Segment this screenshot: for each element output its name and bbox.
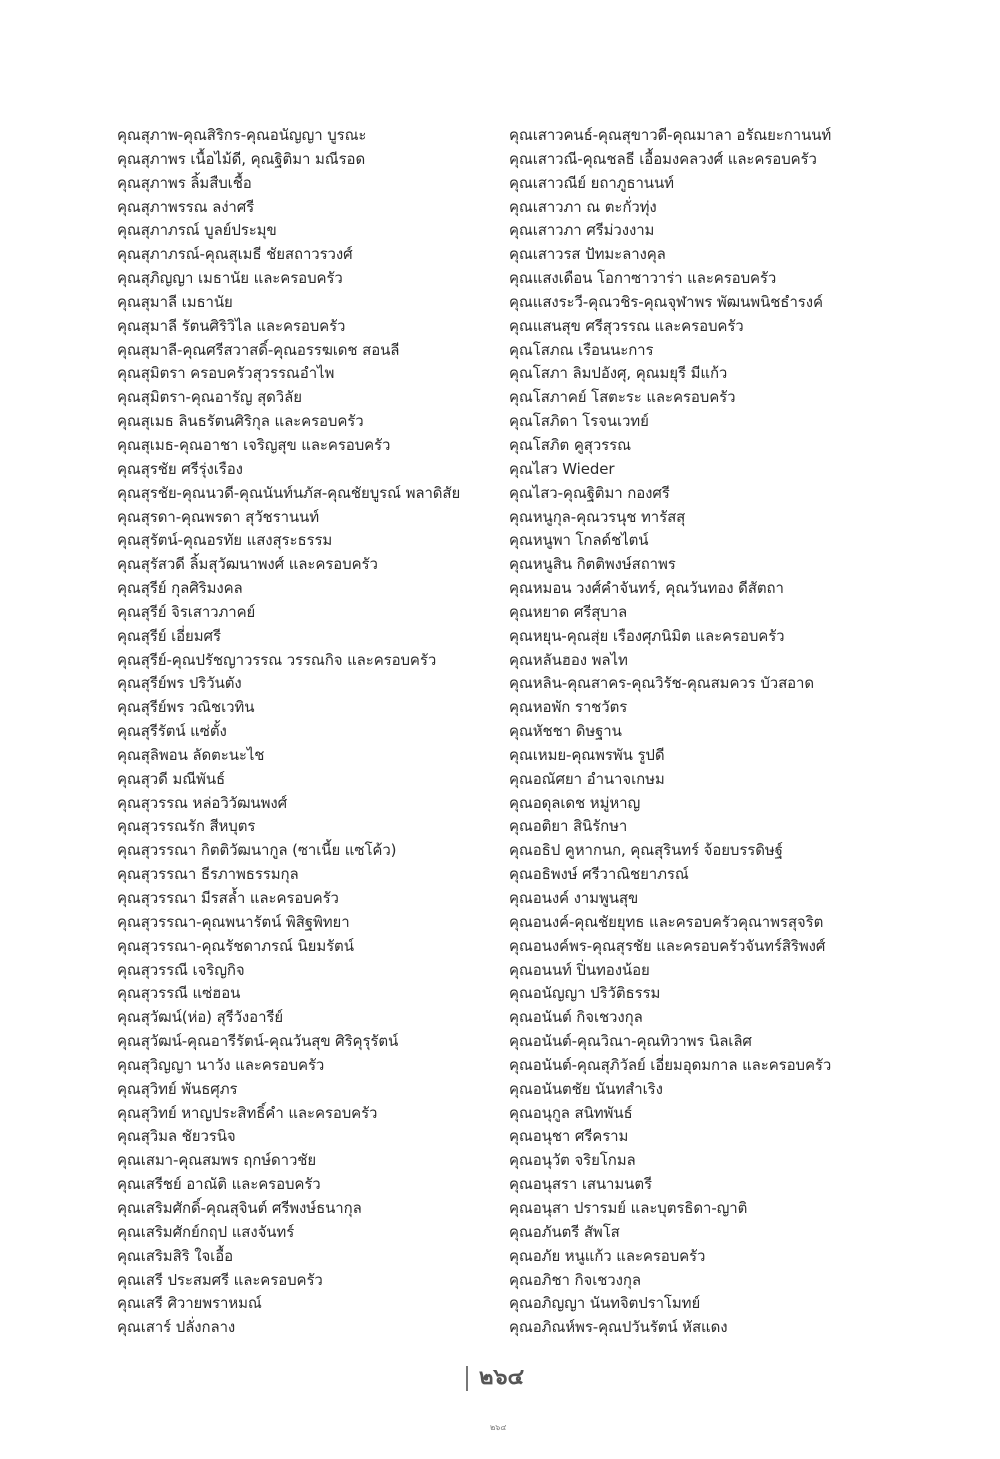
donor-name-entry: คุณสุวรรณ หล่อวิวัฒนพงศ์ — [117, 793, 287, 812]
donor-name-entry: คุณโสภาคย์ โสตะระ และครอบครัว — [509, 388, 736, 407]
donor-name-entry: คุณโสภิต คูสุวรรณ — [509, 435, 631, 454]
donor-name-entry: คุณอดุลเดช หมู่หาญ — [509, 793, 641, 812]
donor-name-entry: คุณสุภาพร ลิ้มสืบเชื้อ — [117, 173, 252, 192]
donor-name-entry: คุณสุรชัย ศรีรุ่งเรือง — [117, 459, 243, 478]
donor-name-entry: คุณสุวรรณรัก สีหบุตร — [117, 817, 256, 836]
donor-name-entry: คุณสุรีย์ กุลศิริมงคล — [117, 579, 243, 598]
donor-name-entry: คุณสุรีย์พร วณิชเวทิน — [117, 698, 255, 717]
donor-name-entry: คุณไสว-คุณฐิติมา กองศรี — [509, 483, 670, 502]
donor-name-entry: คุณอนงค์-คุณชัยยุทธ และครอบครัวคุณาพรสุจริต — [509, 912, 824, 931]
donor-name-entry: คุณสุวัฒน์-คุณอารีรัตน์-คุณวันสุข ศิริคุรุรัตน์ — [117, 1032, 399, 1051]
donor-name-entry: คุณสุรัตน์-คุณอรทัย แสงสุระธรรม — [117, 531, 333, 550]
donor-name-entry: คุณสุเมธ-คุณอาชา เจริญสุข และครอบครัว — [117, 435, 391, 454]
donor-name-entry: คุณไสว Wieder — [509, 459, 615, 478]
donor-name-entry: คุณอภิณห์พร-คุณปวันรัตน์ หัสแดง — [509, 1318, 728, 1337]
donor-name-entry: คุณสุภาภรณ์ บูลย์ประมุข — [117, 221, 277, 240]
donor-name-entry: คุณหนูสิน กิตติพงษ์สถาพร — [509, 555, 676, 574]
page-number: ๒๖๔ — [479, 1365, 525, 1390]
donor-name-entry: คุณสุวรรณา ธีรภาพธรรมกุล — [117, 865, 299, 884]
donor-name-entry: คุณอณัศยา อำนาจเกษม — [509, 769, 665, 788]
donor-name-entry: คุณหัชชา ดิษฐาน — [509, 722, 622, 741]
donor-name-entry: คุณเสาวภา ณ ตะกั่วทุ่ง — [509, 197, 657, 216]
donor-name-entry: คุณเสริมศักย์กฤป แสงจันทร์ — [117, 1222, 295, 1241]
donor-name-entry: คุณโสภา ลิมปอังศุ, คุณมยุรี มีแก้ว — [509, 364, 728, 383]
donor-name-entry: คุณหยาด ศรีสุบาล — [509, 602, 628, 621]
donor-name-entry: คุณสุวิมล ชัยวรนิจ — [117, 1127, 236, 1146]
donor-name-entry: คุณสุมิตรา ครอบครัวสุวรรณอำไพ — [117, 364, 335, 383]
donor-name-entry: คุณหลันฮอง พลไท — [509, 650, 628, 669]
donor-name-entry: คุณสุรีย์ จิรเสาวภาคย์ — [117, 602, 256, 621]
donor-name-entry: คุณสุวดี มณีพันธ์ — [117, 769, 226, 788]
donor-name-entry: คุณอภันตรี สัพโส — [509, 1222, 620, 1241]
donor-name-entry: คุณหมอน วงศ์คำจันทร์, คุณวันทอง ดีสัตถา — [509, 579, 784, 598]
donor-name-entry: คุณอนงค์ งามพูนสุข — [509, 889, 639, 907]
donor-name-entry: คุณอนันต์-คุณวิณา-คุณทิวาพร นิลเลิศ — [509, 1032, 752, 1051]
donor-name-entry: คุณสุเมธ ลินธรัตนศิริกุล และครอบครัว — [117, 412, 364, 431]
donor-name-entry: คุณแสงระวี-คุณวชิร-คุณจุฬาพร พัฒนพนิชธำรงค์ — [509, 292, 823, 311]
page-number-divider — [466, 1366, 468, 1391]
donor-name-entry: คุณเสริมศักดิ์-คุณสุจินต์ ศรีพงษ์ธนากุล — [117, 1198, 362, 1217]
donor-name-entry: คุณหยุน-คุณสุ่ย เรืองศุภนิมิต และครอบครัว — [509, 626, 785, 645]
donor-name-entry: คุณอภัย หนูแก้ว และครอบครัว — [509, 1246, 706, 1265]
donor-name-entry: คุณสุวรรณา-คุณรัชดาภรณ์ นิยมรัตน์ — [117, 936, 354, 955]
donor-name-entry: คุณสุลิพอน ลัดตะนะไช — [117, 745, 265, 764]
donor-name-entry: คุณหอพัก ราชวัตร — [509, 698, 628, 717]
donor-name-entry: คุณสุวรรณี เจริญกิจ — [117, 960, 245, 979]
donor-name-entry: คุณแสงเดือน โอกาซาวาร่า และครอบครัว — [509, 269, 777, 288]
donor-name-entry: คุณเสาวคนธ์-คุณสุขาวดี-คุณมาลา อรัณยะกานนท์ — [509, 126, 832, 144]
donor-name-entry: คุณสุมาลี รัตนศิริวิไล และครอบครัว — [117, 316, 346, 335]
donor-name-entry: คุณสุวรรณา มีรสล้ำ และครอบครัว — [117, 889, 339, 907]
donor-name-entry: คุณอนันต์ กิจเชวงกุล — [509, 1008, 643, 1027]
donor-name-entry: คุณเสาวรส ปัทมะลางคุล — [509, 245, 666, 264]
donor-name-entry: คุณสุรดา-คุณพรดา สุวัชรานนท์ — [117, 507, 319, 526]
donor-name-entry: คุณสุมาลี เมธานัย — [117, 292, 233, 311]
donor-name-entry: คุณสุวิทย์ พันธศุภร — [117, 1079, 238, 1098]
donor-name-entry: คุณโสภิดา โรจนเวทย์ — [509, 412, 649, 431]
donor-name-entry: คุณอนันต์-คุณสุภิวัลย์ เอี่ยมอุดมกาล และครอบครัว — [509, 1055, 832, 1074]
donor-name-entry: คุณเสาวณี-คุณชลธี เอื้อมงคลวงศ์ และครอบครัว — [509, 149, 817, 168]
donor-name-entry: คุณเหมย-คุณพรพัน รูปดี — [509, 745, 665, 764]
donor-name-entry: คุณสุรชัย-คุณนวดี-คุณนันท์นภัส-คุณชัยบูรณ์ พลาดิสัย — [117, 483, 461, 502]
donor-name-entry: คุณสุวิญญา นาวัง และครอบครัว — [117, 1055, 325, 1074]
donor-name-entry: คุณสุวรรณี แซ่ฮอน — [117, 984, 241, 1003]
donor-name-entry: คุณอภิญญา นันทจิตปราโมทย์ — [509, 1294, 701, 1313]
donor-name-entry: คุณเสาวณีย์ ยถาภูธานนท์ — [509, 173, 674, 192]
donor-name-entry: คุณอนัญญา ปริวัติธรรม — [509, 984, 661, 1003]
donor-name-entry: คุณหนูกุล-คุณวรนุช ทารัสสุ — [509, 507, 686, 526]
footer-page-number: ๒๖๔ — [490, 1423, 507, 1432]
donor-name-entry: คุณหนูพา โกลด์ชไตน์ — [509, 531, 649, 550]
donor-name-entry: คุณเสรีชย์ อาณัติ และครอบครัว — [117, 1175, 321, 1194]
donor-name-entry: คุณอนันตชัย นันทสำเริง — [509, 1079, 663, 1098]
donor-name-entry: คุณโสภณ เรือนนะการ — [509, 340, 654, 359]
donor-name-entry: คุณสุภาพรรณ ลง่าศรี — [117, 197, 255, 216]
donor-name-entry: คุณสุวัฒน์(ห่อ) สุรีวังอารีย์ — [117, 1008, 284, 1027]
donor-name-entry: คุณอธิพงษ์ ศรีวาณิชยาภรณ์ — [509, 865, 689, 884]
donor-list-right — [509, 124, 909, 1340]
donor-name-entry: คุณอนุสา ปรารมย์ และบุตรธิดา-ญาติ — [509, 1198, 748, 1217]
donor-name-entry: คุณอนุกูล สนิทพันธ์ — [509, 1103, 633, 1122]
donor-name-entry: คุณสุภิญญา เมธานัย และครอบครัว — [117, 269, 343, 288]
donor-name-entry: คุณเสาวภา ศรีม่วงงาม — [509, 221, 655, 240]
donor-name-entry: คุณอนงค์พร-คุณสุรชัย และครอบครัวจันทร์สิริพงศ์ — [509, 936, 826, 955]
donor-name-entry: คุณอนุวัต จริยโกมล — [509, 1151, 636, 1170]
donor-name-entry: คุณสุมาลี-คุณศรีสวาสดิ์-คุณอรรฆเดช สอนลี — [117, 340, 400, 359]
donor-name-entry: คุณอธิป คูหากนก, คุณสุรินทร์ จ้อยบรรดิษฐ์ — [509, 841, 783, 860]
donor-name-entry: คุณสุมิตรา-คุณอารัญ สุดวิลัย — [117, 388, 302, 407]
donor-name-entry: คุณสุภาภรณ์-คุณสุเมธี ชัยสถาวรวงศ์ — [117, 245, 353, 264]
donor-name-entry: คุณสุรีย์-คุณปรัชญาวรรณ วรรณกิจ และครอบครัว — [117, 650, 437, 669]
donor-name-entry: คุณหลิน-คุณสาคร-คุณวิรัช-คุณสมควร บัวสอาด — [509, 674, 814, 693]
donor-name-entry: คุณอนุสรา เสนามนตรี — [509, 1175, 652, 1194]
donor-name-entry: คุณสุรีรัตน์ แซ่ตั้ง — [117, 722, 227, 741]
donor-name-entry: คุณสุภาพ-คุณสิริกร-คุณอนัญญา บูรณะ — [117, 126, 367, 144]
donor-name-entry: คุณสุรัสวดี ลิ้มสุวัฒนาพงศ์ และครอบครัว — [117, 555, 378, 574]
donor-name-entry: คุณเสมา-คุณสมพร ฤกษ์ดาวชัย — [117, 1151, 317, 1170]
donor-name-entry: คุณอติยา สินิรักษา — [509, 817, 628, 836]
donor-name-entry: คุณอภิชา กิจเชวงกุล — [509, 1270, 641, 1289]
donor-name-entry: คุณแสนสุข ศรีสุวรรณ และครอบครัว — [509, 316, 744, 335]
donor-name-entry: คุณเสริมสิริ ใจเอื้อ — [117, 1246, 234, 1265]
donor-name-entry: คุณสุรีย์ เอี่ยมศรี — [117, 626, 221, 645]
donor-name-entry: คุณสุภาพร เนื้อไม้ดี, คุณฐิติมา มณีรอด — [117, 149, 366, 168]
donor-name-entry: คุณสุวิทย์ หาญประสิทธิ์คำ และครอบครัว — [117, 1103, 378, 1122]
donor-name-entry: คุณสุวรรณา กิตติวัฒนากูล (ซาเนี้ย แซโค้ว) — [117, 841, 397, 860]
donor-name-entry: คุณสุรีย์พร ปริวันตัง — [117, 674, 242, 693]
donor-name-entry: คุณเสาร์ ปลั่งกลาง — [117, 1318, 236, 1337]
donor-name-entry: คุณอนุชา ศรีคราม — [509, 1127, 629, 1146]
donor-name-entry: คุณสุวรรณา-คุณพนารัตน์ พิสิฐพิทยา — [117, 912, 350, 931]
donor-name-entry: คุณเสรี ประสมศรี และครอบครัว — [117, 1270, 323, 1289]
donor-name-entry: คุณเสรี ศิวายพราหมณ์ — [117, 1294, 262, 1313]
donor-name-entry: คุณอนนท์ ปิ่นทองน้อย — [509, 960, 650, 979]
donor-list-left — [117, 124, 497, 1340]
